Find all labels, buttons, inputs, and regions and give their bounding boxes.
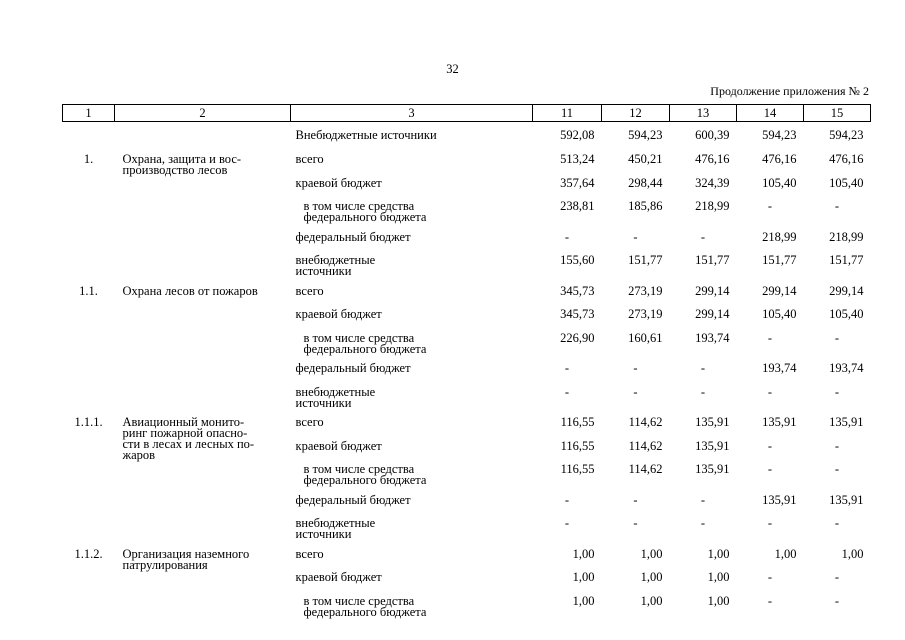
item-code: [63, 329, 115, 360]
table-header-row: [63, 105, 871, 122]
value-cell: -: [834, 570, 840, 584]
funding-source: внебюджетные источники: [295, 516, 376, 541]
item-name: [115, 122, 291, 151]
table-row: [63, 122, 871, 151]
item-code: 1.1.2.: [74, 546, 103, 561]
funding-source: в том числе средства федерального бюджета: [303, 199, 427, 224]
value-cell: -: [834, 438, 840, 453]
value-cell: -: [564, 516, 570, 530]
value-cell: -: [700, 516, 706, 530]
table-row: [63, 545, 871, 569]
item-code: [63, 359, 115, 383]
funding-source: в том числе средства федерального бюджета: [303, 462, 427, 487]
funding-source: федеральный бюджет: [295, 229, 411, 244]
value-cell: 185,86: [628, 199, 663, 213]
item-code: [63, 460, 115, 491]
value-cell: -: [834, 593, 840, 608]
value-cell: 105,40: [829, 175, 864, 190]
value-cell: 116,55: [560, 438, 595, 453]
value-cell: 345,73: [560, 283, 595, 298]
value-cell: 114,62: [628, 438, 663, 453]
item-name: [115, 228, 291, 252]
table-row: [63, 514, 871, 545]
item-code: [63, 514, 115, 545]
funding-source: краевой бюджет: [295, 175, 382, 190]
column-header: 2: [115, 105, 291, 122]
value-cell: -: [633, 516, 638, 530]
value-cell: -: [564, 492, 570, 507]
item-name-text: Организация наземного патрулирования: [122, 546, 250, 572]
value-cell: 155,60: [560, 253, 595, 267]
appendix-continuation-label: Продолжение приложения № 2: [710, 84, 869, 98]
table-row: [63, 282, 871, 306]
value-cell: 114,62: [628, 415, 663, 429]
value-cell: 592,08: [560, 128, 595, 142]
value-cell: 105,40: [829, 307, 864, 321]
value-cell: 1,00: [572, 593, 595, 608]
column-header: 14: [737, 105, 804, 122]
value-cell: -: [700, 384, 706, 399]
value-cell: 299,14: [695, 283, 730, 298]
value-cell: 151,77: [762, 253, 797, 267]
value-cell: 1,00: [774, 546, 797, 561]
value-cell: 135,91: [695, 415, 730, 429]
value-cell: 1,00: [572, 570, 595, 584]
funding-source: внебюджетные источники: [295, 253, 376, 278]
value-cell: 193,74: [695, 330, 730, 345]
table-row: [63, 150, 871, 174]
table-row: [63, 592, 871, 623]
value-cell: 193,74: [762, 361, 797, 375]
item-code: [63, 592, 115, 623]
column-header: 13: [670, 105, 737, 122]
item-name: [115, 305, 291, 329]
funding-source: в том числе средства федерального бюджета: [303, 593, 427, 619]
page-number: 32: [446, 62, 459, 76]
value-cell: 151,77: [628, 253, 663, 267]
item-code: [63, 568, 115, 592]
table-row: [63, 437, 871, 461]
value-cell: 226,90: [560, 330, 595, 345]
item-name: [115, 174, 291, 198]
funding-source: внебюджетные источники: [295, 384, 376, 410]
value-cell: 1,00: [572, 546, 595, 561]
item-code: [63, 491, 115, 515]
value-cell: 476,16: [829, 152, 864, 166]
value-cell: 476,16: [762, 152, 797, 166]
value-cell: 218,99: [695, 199, 730, 213]
table-row: [63, 251, 871, 282]
table-row: [63, 491, 871, 515]
value-cell: -: [767, 199, 773, 213]
value-cell: 135,91: [829, 415, 864, 429]
item-code: [63, 305, 115, 329]
column-header: 15: [804, 105, 871, 122]
funding-source: всего: [295, 152, 324, 166]
item-code: 1.1.1.: [74, 415, 103, 429]
value-cell: 135,91: [829, 492, 864, 507]
item-code: [63, 122, 115, 151]
value-cell: 116,55: [560, 415, 595, 429]
budget-table: [62, 104, 871, 622]
table-row: [63, 460, 871, 491]
value-cell: 513,24: [560, 152, 595, 166]
table-row: [63, 228, 871, 252]
value-cell: -: [633, 229, 638, 244]
item-code: [63, 383, 115, 414]
item-code: [63, 437, 115, 461]
item-code: [63, 251, 115, 282]
funding-source: всего: [295, 283, 324, 298]
item-code: [63, 228, 115, 252]
item-name: [115, 545, 291, 572]
value-cell: 324,39: [695, 175, 730, 190]
item-name: [115, 460, 291, 491]
table-row: [63, 383, 871, 414]
funding-source: федеральный бюджет: [295, 492, 411, 507]
value-cell: 345,73: [560, 307, 595, 321]
value-cell: -: [767, 570, 773, 584]
column-header: 12: [602, 105, 670, 122]
value-cell: -: [767, 593, 773, 608]
value-cell: -: [767, 438, 773, 453]
value-cell: 238,81: [560, 199, 595, 213]
value-cell: 135,91: [695, 462, 730, 476]
value-cell: -: [633, 384, 638, 399]
value-cell: -: [564, 384, 570, 399]
value-cell: -: [834, 462, 840, 476]
value-cell: 135,91: [762, 415, 797, 429]
value-cell: 273,19: [628, 307, 663, 321]
item-code: [63, 197, 115, 228]
value-cell: 135,91: [762, 492, 797, 507]
value-cell: 1,00: [640, 546, 663, 561]
funding-source: краевой бюджет: [295, 438, 382, 453]
value-cell: 114,62: [628, 462, 663, 476]
value-cell: 105,40: [762, 307, 797, 321]
value-cell: 135,91: [695, 438, 730, 453]
item-name: [115, 592, 291, 623]
table-row: [63, 413, 871, 437]
value-cell: 105,40: [762, 175, 797, 190]
funding-source: краевой бюджет: [295, 307, 382, 321]
item-name: [115, 359, 291, 383]
funding-source: федеральный бюджет: [295, 361, 411, 375]
value-cell: -: [834, 199, 840, 213]
item-name: [115, 150, 291, 177]
value-cell: 193,74: [829, 361, 864, 375]
column-header: 3: [291, 105, 533, 122]
value-cell: -: [700, 229, 706, 244]
item-name: [115, 197, 291, 228]
funding-source: Внебюджетные источники: [295, 128, 437, 142]
value-cell: -: [700, 492, 706, 507]
table-row: [63, 305, 871, 329]
value-cell: -: [633, 492, 638, 507]
value-cell: 594,23: [829, 128, 864, 142]
value-cell: -: [564, 229, 570, 244]
item-name: Охрана лесов от пожаров: [122, 283, 258, 298]
value-cell: 299,14: [829, 283, 864, 298]
table-row: [63, 568, 871, 592]
value-cell: -: [767, 330, 773, 345]
item-name: [115, 437, 291, 461]
value-cell: 160,61: [628, 330, 663, 345]
value-cell: 450,21: [628, 152, 663, 166]
value-cell: 1,00: [707, 570, 730, 584]
value-cell: 298,44: [628, 175, 663, 190]
item-code: [63, 174, 115, 198]
value-cell: 1,00: [707, 593, 730, 608]
value-cell: 600,39: [695, 128, 730, 142]
item-name: [115, 514, 291, 545]
value-cell: 299,14: [695, 307, 730, 321]
item-name: [115, 568, 291, 592]
item-code: 1.: [83, 152, 94, 166]
table-row: [63, 329, 871, 360]
value-cell: -: [834, 516, 840, 530]
item-name-text: Авиационный монито- ринг пожарной опасно- сти в лесах и лесных по- жаров: [122, 415, 255, 462]
value-cell: 218,99: [762, 229, 797, 244]
value-cell: -: [700, 361, 706, 375]
value-cell: -: [834, 384, 840, 399]
table-row: [63, 174, 871, 198]
item-name: [115, 329, 291, 360]
value-cell: 218,99: [829, 229, 864, 244]
value-cell: 594,23: [628, 128, 663, 142]
table-row: [63, 359, 871, 383]
value-cell: 1,00: [841, 546, 864, 561]
value-cell: 299,14: [762, 283, 797, 298]
value-cell: 116,55: [560, 462, 595, 476]
value-cell: -: [767, 462, 773, 476]
value-cell: 151,77: [695, 253, 730, 267]
table-row: [63, 197, 871, 228]
value-cell: 1,00: [640, 570, 663, 584]
value-cell: 594,23: [762, 128, 797, 142]
item-name: [115, 491, 291, 515]
funding-source: всего: [295, 415, 324, 429]
value-cell: 1,00: [640, 593, 663, 608]
item-name: [115, 413, 291, 462]
value-cell: 273,19: [628, 283, 663, 298]
item-name: [115, 251, 291, 282]
value-cell: -: [834, 330, 840, 345]
item-code: 1.1.: [79, 283, 98, 298]
item-name: [115, 383, 291, 414]
value-cell: 1,00: [707, 546, 730, 561]
column-header: 11: [533, 105, 602, 122]
value-cell: 476,16: [695, 152, 730, 166]
value-cell: -: [767, 384, 773, 399]
value-cell: 357,64: [560, 175, 595, 190]
funding-source: в том числе средства федерального бюджета: [303, 330, 427, 356]
value-cell: -: [633, 361, 638, 375]
funding-source: краевой бюджет: [295, 570, 382, 584]
value-cell: -: [564, 361, 570, 375]
item-name-text: Охрана, защита и вос- производство лесов: [122, 152, 242, 177]
value-cell: -: [767, 516, 773, 530]
column-header: 1: [63, 105, 115, 122]
funding-source: всего: [295, 546, 324, 561]
value-cell: 151,77: [829, 253, 864, 267]
